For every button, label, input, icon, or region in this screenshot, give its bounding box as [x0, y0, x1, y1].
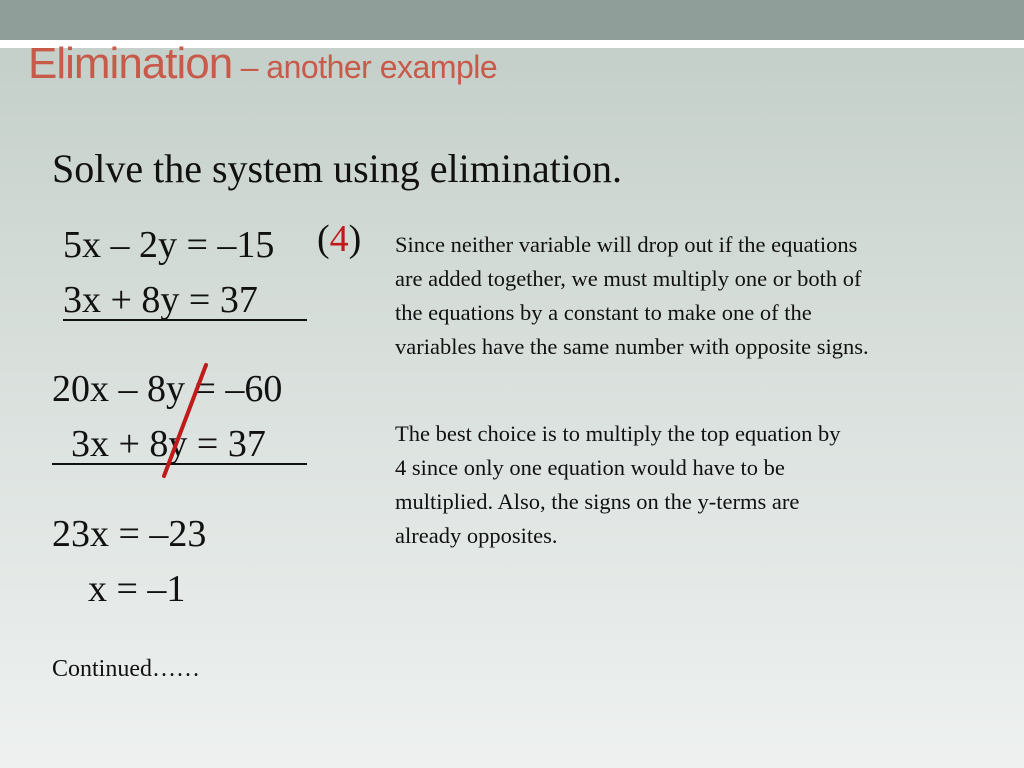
cancel-slash-mark	[150, 360, 220, 485]
result-equation: x = –1	[88, 568, 186, 610]
multiplier-open-paren: (	[317, 218, 330, 260]
work-line-1: 20x – 8y = –60	[52, 368, 283, 410]
instruction-text: Solve the system using elimination.	[52, 146, 622, 191]
slide-title-sub: – another example	[232, 49, 498, 85]
explanation-paragraph-1: Since neither variable will drop out if the equations are added together, we must multiply one or both of the equations by a constant to make one of the variables have the same number with opposite signs.	[395, 232, 869, 359]
equation-2-underline	[63, 319, 307, 321]
equation-2: 3x + 8y = 37	[63, 279, 258, 321]
work-line-2: 3x + 8y = 37	[52, 423, 266, 465]
equation-1: 5x – 2y = –15	[63, 224, 275, 266]
multiplier-value: 4	[329, 218, 349, 260]
sum-equation: 23x = –23	[52, 513, 207, 555]
multiplier-close-paren: )	[348, 218, 362, 260]
multiplier-label	[317, 220, 361, 258]
explanation-paragraph-2: The best choice is to multiply the top equation by 4 since only one equation would have to be multiplied. Also, the signs on the y-terms are already opposites.	[395, 421, 841, 548]
top-bar	[0, 0, 1024, 40]
slide-title-main: Elimination	[28, 39, 233, 88]
slide-title	[28, 39, 498, 88]
continued-text: Continued……	[52, 656, 200, 682]
